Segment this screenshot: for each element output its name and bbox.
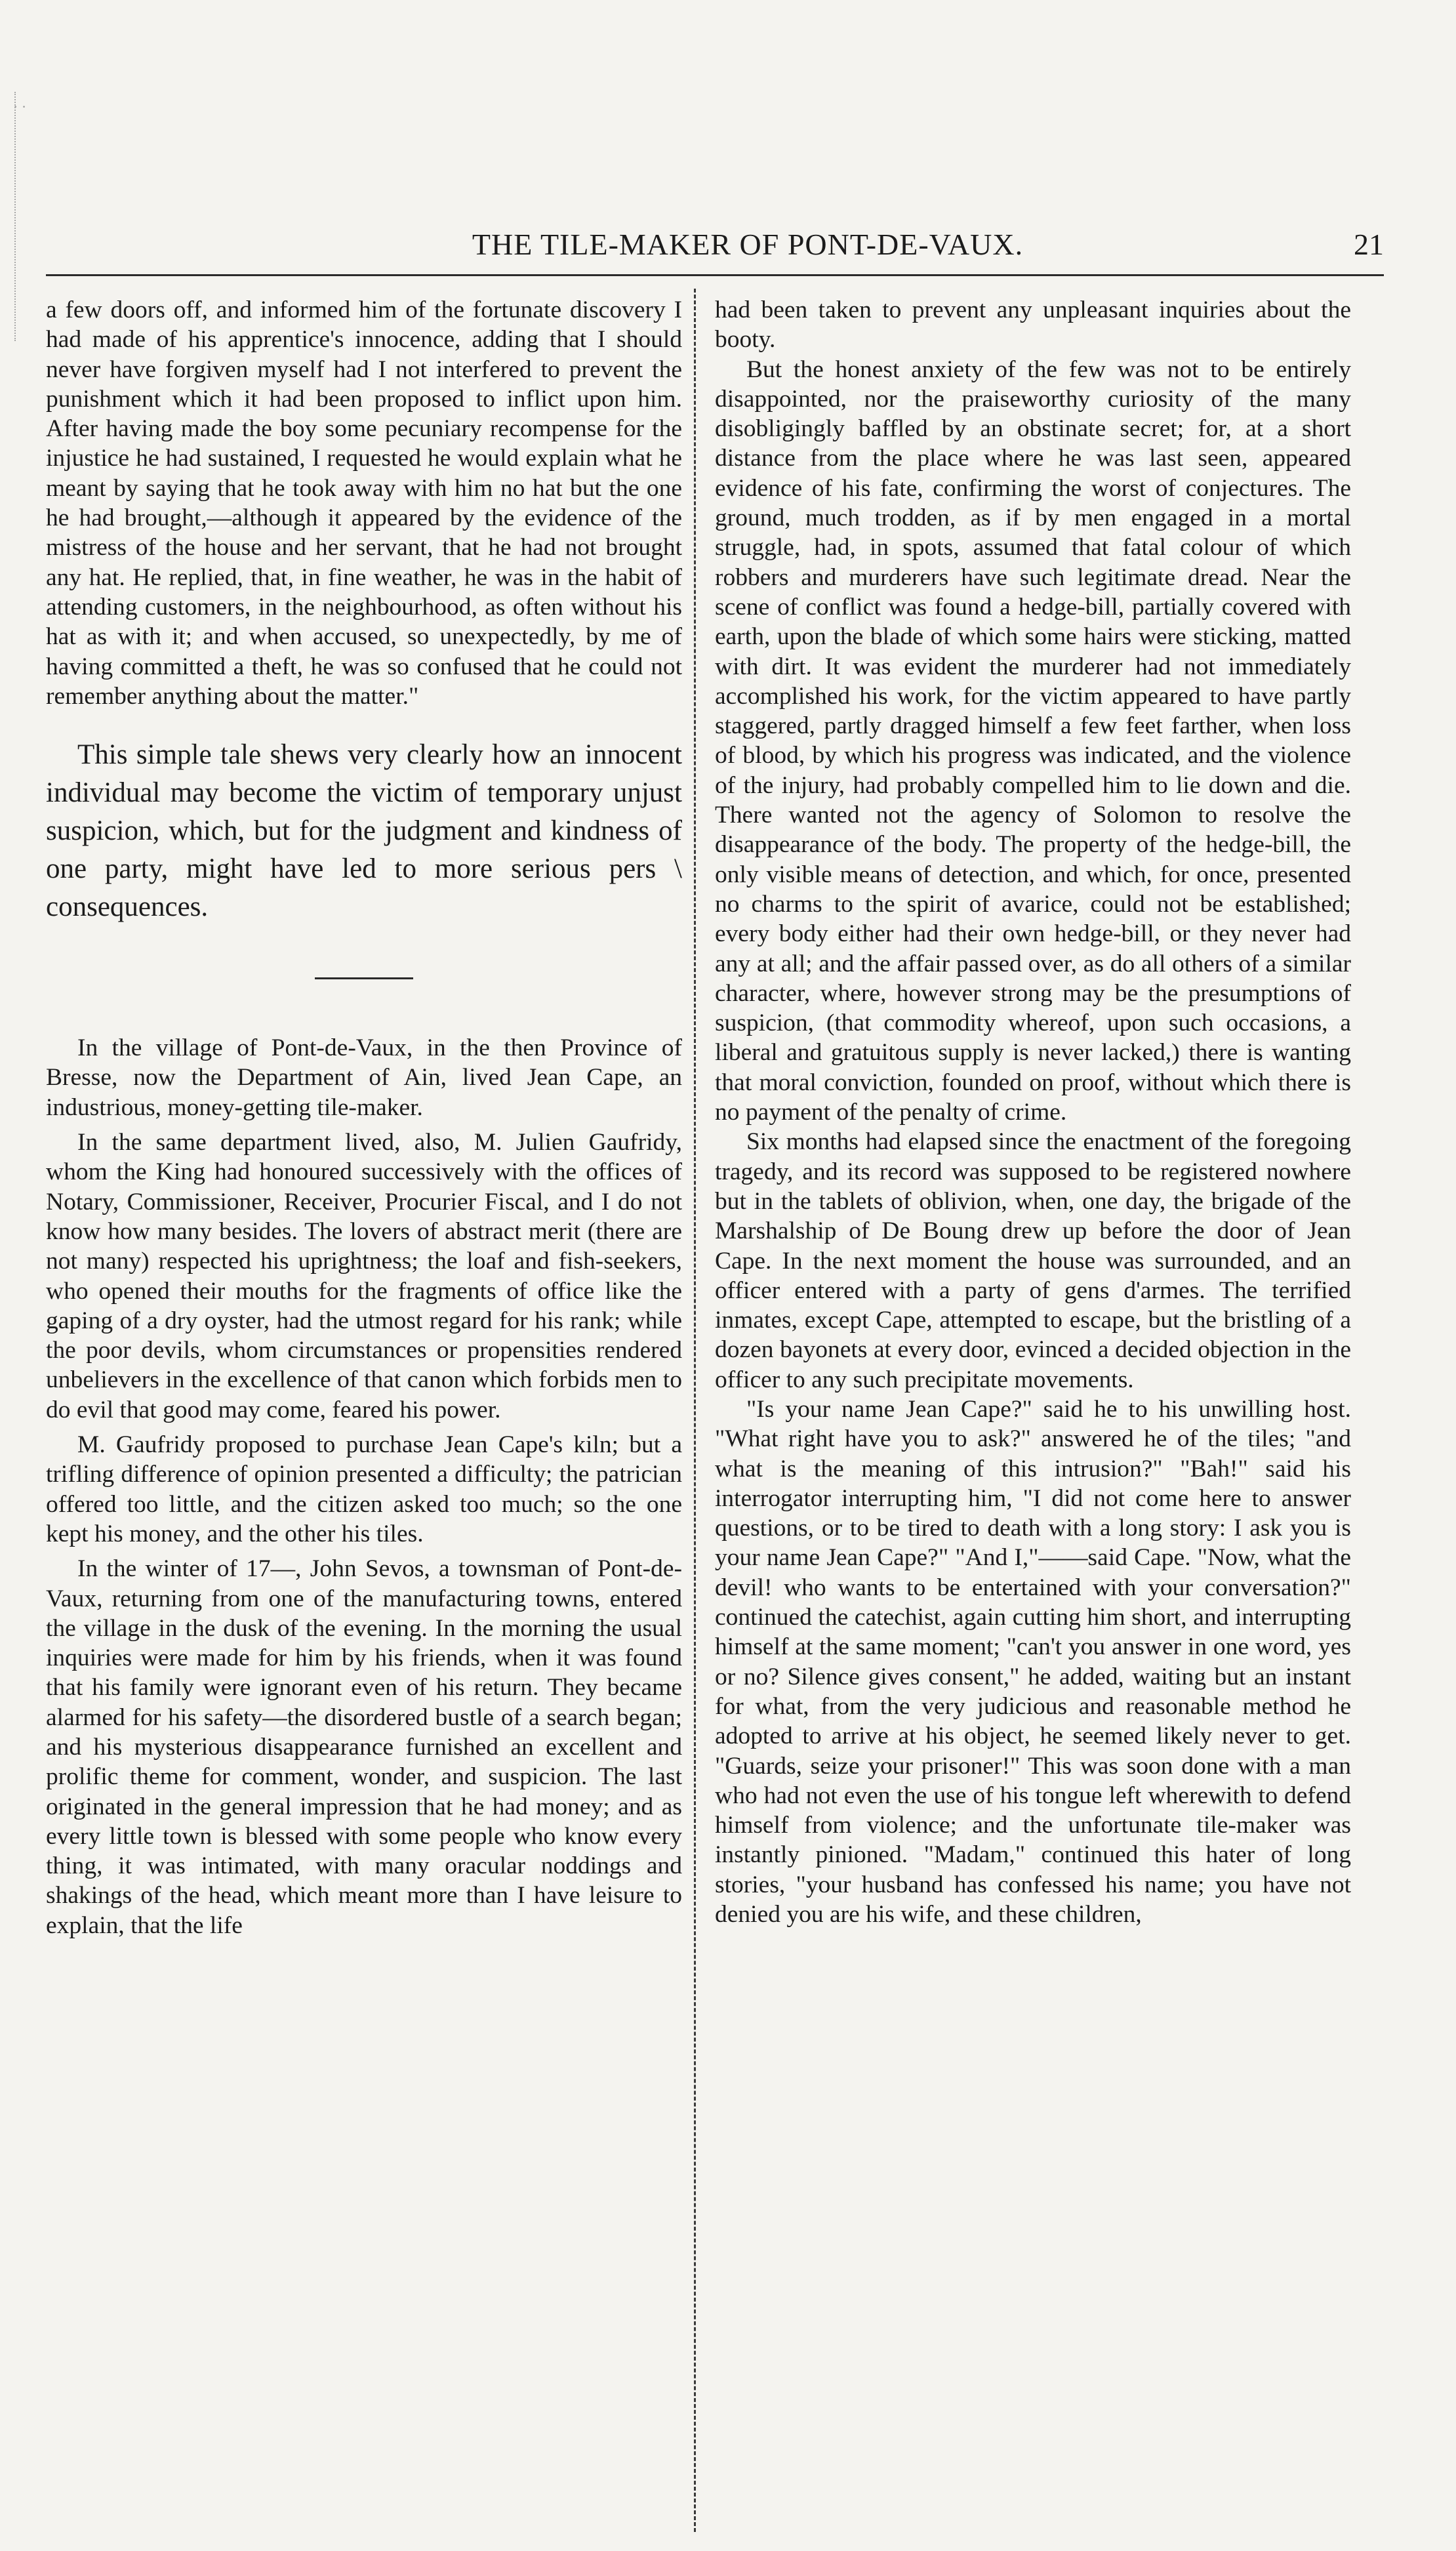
moral-paragraph: This simple tale shews very clearly how an innocent individual may become the victim of temporary unjust suspicion, which, but for the judgment and kindness of one party, might have led to more serious pers \ consequences. [46,739,682,923]
section-divider [315,977,413,979]
paragraph: In the same department lived, also, M. Julien Gaufridy, whom the King had honoured successively with the offices of Notary, Commissioner, Receiver, Procurier Fiscal, and I do not know how many besides. The lovers of abstract merit (there are not many) respected his uprightness; the loaf and fish-seekers, who opened their mouths for the fragments of office like the gaping of a dry oyster, had the utmost regard for his rank; while the poor devils, whom circumstances or propensities rendered unbelievers in the excellence of that canon which forbids men to do evil that good may come, feared his power. [46,1129,682,1423]
running-title: THE TILE-MAKER OF PONT-DE-VAUX. [472,228,1024,261]
paragraph: a few doors off, and informed him of the fortunate discovery I had made of his apprentice's innocence, adding that I should never have forgiven myself had I not interfered to prevent the punishment which it had been proposed to inflict upon him. After having made the boy some pecuniary recompense for the injustice he had sustained, I requested he would explain what he meant by saying that he took away with him no hat but the one he had brought,—although it appeared by the evidence of the mistress of the house and her servant, that he had not brought any hat. He replied, that, in fine weather, he was in the habit of attending customers, in the neighbourhood, as often without his hat as with it; and when accused, so unexpectedly, by me of having committed a theft, he was so confused that he could not remember anything about the matter." [46,296,682,710]
paragraph: In the winter of 17—, John Sevos, a townsman of Pont-de-Vaux, returning from one of the manufacturing towns, entered the village in the dusk of the evening. In the morning the usual inquiries were made for him by his friends, when it was found that his family were ignorant even of his return. They became alarmed for his safety—the disordered bustle of a search began; and his mysterious disappearance furnished an excellent and prolific theme for comment, wonder, and suspicion. The last originated in the general impression that he had money; and as every little town is blessed with some people who know every thing, it was intimated, with many oracular noddings and shakings of the head, which meant more than I have leisure to explain, that the life [46,1555,682,1939]
margin-specks: · · [13,98,27,115]
paragraph: had been taken to prevent any unpleasant inquiries about the booty. [715,296,1351,354]
binding-edge-marks [14,92,22,341]
paragraph: "Is your name Jean Cape?" said he to his unwilling host. "What right have you to ask?" answered he of the tiles; "and what is the meaning of this intrusion?" "Bah!" said his interrogator interrupting him, "I did not come here to answer questions, or to be tired to death with a long story: I ask you is your name Jean Cape?" "And I,"——said Cape. "Now, what the devil! who wants to be entertained with your conversation?" continued the catechist, again cutting him short, and interrupting himself at the same moment; "can't you answer in one word, yes or no? Silence gives consent," he added, waiting but an instant for what, from the very judicious and reasonable method he adopted to arrive at his object, he seemed likely never to get. "Guards, seize your prisoner!" This was soon done with a man who had not even the use of his tongue left wherewith to defend himself from violence; and the unfortunate tile-maker was instantly pinioned. "Madam," continued this hater of long stories, "your husband has confessed his name; you have not denied you are his wife, and these children, [715,1395,1351,1929]
page-header [46,222,1384,276]
left-column [46,295,682,1940]
page-number: 21 [1354,228,1384,261]
right-column [715,295,1351,1929]
paragraph: Six months had elapsed since the enactment of the foregoing tragedy, and its record was supposed to be registered nowhere but in the tablets of oblivion, when, one day, the brigade of the Marshalship of De Boung drew up before the door of Jean Cape. In the next moment the house was surrounded, and an officer entered with a party of gens d'armes. The terrified inmates, except Cape, attempted to escape, but the bristling of a dozen bayonets at every door, evinced a decided objection in the officer to any such precipitate movements. [715,1128,1351,1393]
paragraph: In the village of Pont-de-Vaux, in the then Province of Bresse, now the Department of Ain, lived Jean Cape, an industrious, money-getting tile-maker. [46,1034,682,1121]
paragraph: But the honest anxiety of the few was not to be entirely disappointed, nor the praiseworthy curiosity of the many disobligingly baffled by an obstinate secret; for, at a short distance from the place where he was last seen, appeared evidence of his fate, confirming the worst of conjectures. The ground, much trodden, as if by men engaged in a mortal struggle, had, in spots, assumed that fatal colour of which robbers and murderers have such legitimate dread. Near the scene of conflict was found a hedge-bill, partially covered with earth, upon the blade of which some hairs were sticking, matted with dirt. It was evident the murderer had not immediately accomplished his work, for the victim appeared to have partly staggered, partly dragged himself a few feet farther, when loss of blood, by which his progress was indicated, and the violence of the injury, had probably compelled him to lie down and die. There wanted not the agency of Solomon to resolve the disappearance of the body. The property of the hedge-bill, the only visible means of detection, and which, for once, presented no charms to the spirit of avarice, could not be established; every body either had their own hedge-bill, or they never had any at all; and the affair passed over, as do all others of a similar character, where, however strong may be the presumptions of suspicion, (that commodity whereof, upon such occasions, a liberal and gratuitous supply is never lacked,) there is wanting that moral conviction, founded on proof, without which there is no payment of the penalty of crime. [715,356,1351,1126]
paragraph: M. Gaufridy proposed to purchase Jean Cape's kiln; but a trifling difference of opinion presented a difficulty; the patrician offered too little, and the citizen asked too much; so the one kept his money, and the other his tiles. [46,1431,682,1547]
column-rule [694,289,696,2532]
